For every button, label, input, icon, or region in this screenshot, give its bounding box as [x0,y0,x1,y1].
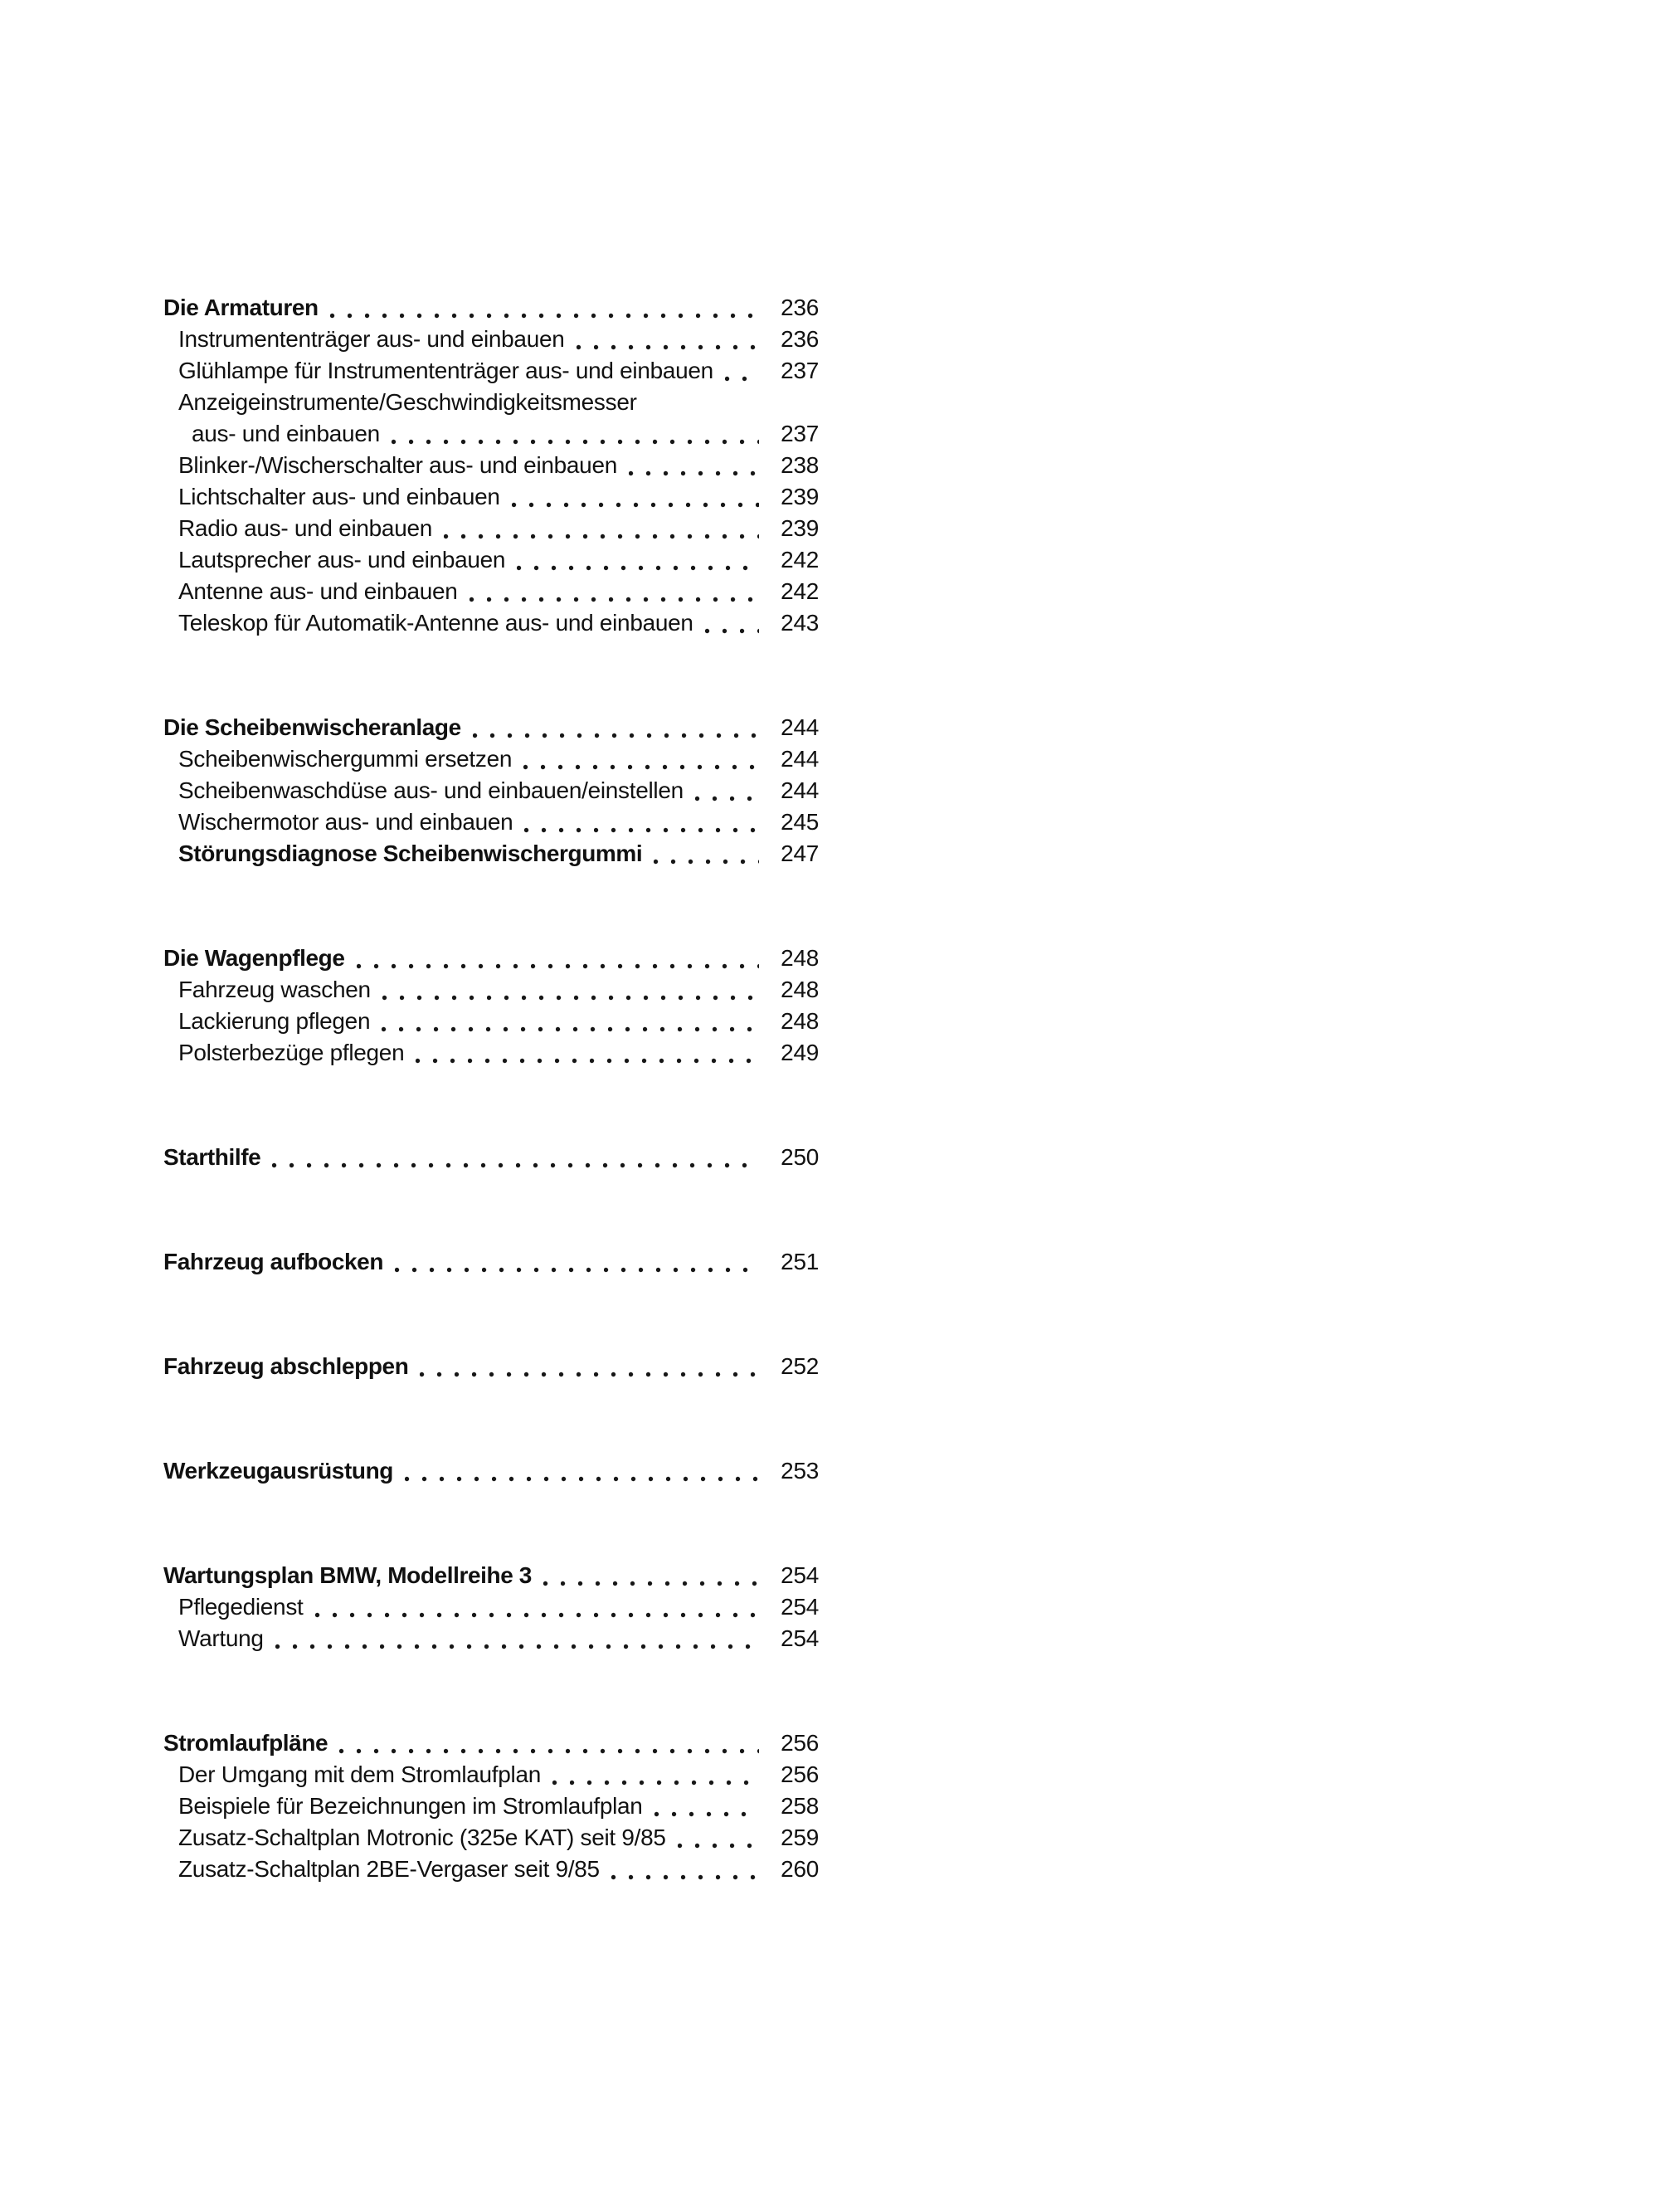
dot-leader [577,344,759,350]
toc-entry [163,387,819,418]
dot-leader [405,1476,759,1482]
toc-entry-label: aus- und einbauen [192,421,380,446]
toc-entry-page: 254 [781,1625,819,1651]
toc-entry [163,1791,819,1822]
toc-section [163,1455,819,1487]
toc-entry [163,1351,819,1382]
toc-section [163,1727,819,1885]
toc-entry [163,838,819,870]
toc-entry-page: 254 [781,1594,819,1620]
toc-entry [163,607,819,639]
dot-leader [357,963,759,969]
toc-entry-label: Störungsdiagnose Scheibenwischergummi [178,840,643,866]
dot-leader [416,1058,759,1064]
toc-entry [163,355,819,387]
toc-entry [163,1591,819,1623]
toc-entry-page: 244 [781,777,819,803]
toc-entry-page: 256 [781,1761,819,1787]
toc-entry-label: Antenne aus- und einbauen [178,578,458,604]
toc-entry [163,1246,819,1278]
dot-leader [444,534,759,539]
dot-leader [420,1372,759,1377]
dot-leader [524,827,759,833]
toc-entry [163,1560,819,1591]
toc-entry [163,806,819,838]
toc-entry-page: 247 [781,840,819,866]
toc-section [163,943,819,1069]
toc-entry-page: 248 [781,945,819,971]
dot-leader [395,1267,759,1273]
toc-entry [163,1727,819,1759]
dot-leader [654,1811,759,1817]
toc-entry-label: Anzeigeinstrumente/Geschwindigkeitsmesser [178,389,637,415]
dot-leader [382,1026,759,1032]
toc-entry-label: Scheibenwischergummi ersetzen [178,746,513,772]
dot-leader [705,628,759,634]
dot-leader [473,733,759,738]
toc-section [163,1142,819,1173]
toc-entry-page: 260 [781,1856,819,1882]
toc-entry-page: 248 [781,1008,819,1034]
toc-entry [163,1455,819,1487]
toc-entry-label: Radio aus- und einbauen [178,515,433,541]
toc-entry-label: Lautsprecher aus- und einbauen [178,547,506,572]
toc-entry-page: 256 [781,1730,819,1756]
toc-entry-page: 258 [781,1793,819,1819]
toc-entry-page: 237 [781,421,819,446]
dot-leader [330,313,759,319]
toc-section [163,292,819,639]
toc-entry-label: Stromlaufpläne [163,1730,328,1756]
toc-entry-page: 243 [781,610,819,636]
dot-leader [695,796,759,801]
table-of-contents [163,292,819,1885]
toc-entry-page: 259 [781,1825,819,1850]
toc-entry-page: 238 [781,452,819,478]
toc-section [163,1351,819,1382]
toc-entry-page: 236 [781,326,819,352]
toc-entry-label: Lichtschalter aus- und einbauen [178,484,500,509]
toc-entry-label: Beispiele für Bezeichnungen im Stromlaufplan [178,1793,643,1819]
toc-entry [163,324,819,355]
toc-entry-page: 253 [781,1458,819,1484]
dot-leader [315,1612,759,1618]
toc-entry-page: 249 [781,1040,819,1065]
toc-entry-page: 237 [781,358,819,383]
toc-entry [163,418,819,450]
toc-entry-label: Pflegedienst [178,1594,304,1620]
toc-entry-page: 244 [781,714,819,740]
dot-leader [678,1843,759,1849]
toc-entry-label: Blinker-/Wischerschalter aus- und einbauen [178,452,617,478]
toc-entry-label: Fahrzeug aufbocken [163,1249,384,1274]
toc-entry [163,1037,819,1069]
dot-leader [552,1780,759,1786]
toc-entry [163,1854,819,1885]
toc-entry-page: 244 [781,746,819,772]
dot-leader [725,376,759,382]
toc-entry-label: Instrumententräger aus- und einbauen [178,326,565,352]
toc-entry [163,1822,819,1854]
toc-entry-label: Wartung [178,1625,264,1651]
toc-entry-label: Scheibenwaschdüse aus- und einbauen/einstellen [178,777,684,803]
toc-entry-page: 248 [781,977,819,1002]
toc-entry-page: 236 [781,295,819,320]
toc-entry [163,1142,819,1173]
toc-entry-label: Fahrzeug waschen [178,977,371,1002]
dot-leader [272,1162,759,1168]
toc-entry [163,1759,819,1791]
dot-leader [382,995,759,1001]
toc-entry-page: 242 [781,547,819,572]
toc-entry-label: Die Wagenpflege [163,945,345,971]
toc-entry-page: 239 [781,484,819,509]
toc-entry [163,974,819,1006]
toc-entry [163,576,819,607]
toc-entry-label: Werkzeugausrüstung [163,1458,393,1484]
toc-entry [163,450,819,481]
toc-section [163,712,819,870]
dot-leader [523,764,759,770]
toc-section [163,1560,819,1654]
toc-entry [163,743,819,775]
toc-entry-label: Glühlampe für Instrumententräger aus- und einbauen [178,358,713,383]
dot-leader [611,1874,759,1880]
toc-entry-label: Fahrzeug abschleppen [163,1353,409,1379]
toc-entry-label: Lackierung pflegen [178,1008,371,1034]
toc-entry-label: Der Umgang mit dem Stromlaufplan [178,1761,542,1787]
dot-leader [654,859,759,865]
toc-entry-label: Teleskop für Automatik-Antenne aus- und einbauen [178,610,693,636]
toc-entry-page: 252 [781,1353,819,1379]
toc-entry-label: Zusatz-Schaltplan Motronic (325e KAT) seit 9/85 [178,1825,666,1850]
toc-entry [163,712,819,743]
toc-entry-label: Die Scheibenwischeranlage [163,714,461,740]
toc-entry-label: Polsterbezüge pflegen [178,1040,405,1065]
dot-leader [512,502,759,508]
toc-entry-page: 250 [781,1144,819,1170]
dot-leader [543,1581,759,1586]
toc-entry-label: Die Armaturen [163,295,319,320]
toc-entry-page: 242 [781,578,819,604]
toc-entry-page: 251 [781,1249,819,1274]
toc-entry-label: Wartungsplan BMW, Modellreihe 3 [163,1562,532,1588]
toc-entry-page: 245 [781,809,819,835]
toc-entry [163,513,819,544]
toc-entry [163,481,819,513]
dot-leader [392,439,759,445]
toc-entry-page: 254 [781,1562,819,1588]
toc-entry-page: 239 [781,515,819,541]
dot-leader [275,1644,759,1649]
toc-entry [163,1623,819,1654]
toc-section [163,1246,819,1278]
dot-leader [517,565,759,571]
toc-entry [163,943,819,974]
toc-entry-label: Wischermotor aus- und einbauen [178,809,513,835]
toc-entry [163,544,819,576]
toc-entry [163,775,819,806]
toc-entry [163,292,819,324]
dot-leader [469,597,759,602]
dot-leader [339,1748,759,1754]
dot-leader [629,470,759,476]
toc-entry-label: Starthilfe [163,1144,261,1170]
toc-entry-label: Zusatz-Schaltplan 2BE-Vergaser seit 9/85 [178,1856,600,1882]
toc-entry [163,1006,819,1037]
